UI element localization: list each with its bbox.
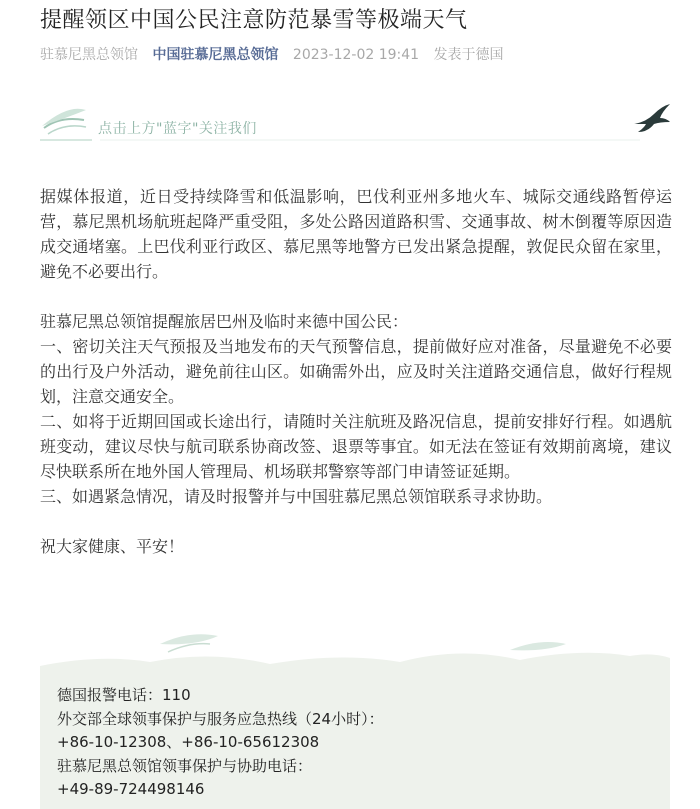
publish-location: 发表于德国: [433, 47, 504, 63]
article-body: [40, 184, 672, 559]
paragraph-item-1: 一、密切关注天气预报及当地发布的天气预警信息，提前做好应对准备，尽量避免不必要的出行及户外活动，避免前往山区。如确需外出，应及时关注道路交通信息，做好行程规划，注意交通安全。: [40, 337, 672, 406]
germany-police-number: 德国报警电话：110: [57, 686, 191, 704]
account-link[interactable]: 中国驻慕尼黑总领馆: [152, 47, 279, 63]
contact-lines: [57, 684, 384, 802]
publish-datetime: 2023-12-02 19:41: [292, 47, 420, 63]
paragraph-intro: 驻慕尼黑总领馆提醒旅居巴州及临时来德中国公民：: [40, 312, 409, 331]
paragraph-item-2: 二、如将于近期回国或长途出行，请随时关注航班及路况信息，提前安排好行程。如遇航班变动，建议尽快与航司联系协商改签、退票等事宜。如无法在签证有效期前离境，建议尽快联系所在地外国人管理局、机场联邦警察等部门申请签证延期。: [40, 412, 672, 481]
author-name: 驻慕尼黑总领馆: [40, 47, 138, 63]
follow-us-text: 点击上方"蓝字"关注我们: [98, 121, 257, 137]
paragraph-closing: 祝大家健康、平安！: [40, 537, 185, 556]
mountain-leaf-decoration-icon: [40, 632, 670, 692]
article-meta: [40, 45, 514, 65]
consulate-phone-label: 驻慕尼黑总领馆领事保护与协助电话：: [57, 756, 313, 775]
paragraph-news: 据媒体报道，近日受持续降雪和低温影响，巴伐利亚州多地火车、城际交通线路暂停运营，慕尼黑机场航班起降严重受阻，多处公路因道路积雪、交通事故、树木倒覆等原因造成交通堵塞。上巴伐利亚行政区、慕尼黑等地警方已发出紧急提醒，敦促民众留在家里，避免不必要出行。: [40, 187, 672, 281]
follow-banner[interactable]: [40, 96, 670, 148]
hotline-label: 外交部全球领事保护与服务应急热线（24小时）：: [57, 709, 384, 728]
swallow-bird-icon: [632, 104, 672, 134]
article-title: 提醒领区中国公民注意防范暴雪等极端天气: [40, 8, 468, 33]
hotline-numbers: +86-10-12308、+86-10-65612308: [57, 733, 320, 751]
consulate-phone-number: +49-89-724498146: [57, 780, 205, 798]
paragraph-item-3: 三、如遇紧急情况，请及时报警并与中国驻慕尼黑总领馆联系寻求协助。: [40, 487, 553, 506]
